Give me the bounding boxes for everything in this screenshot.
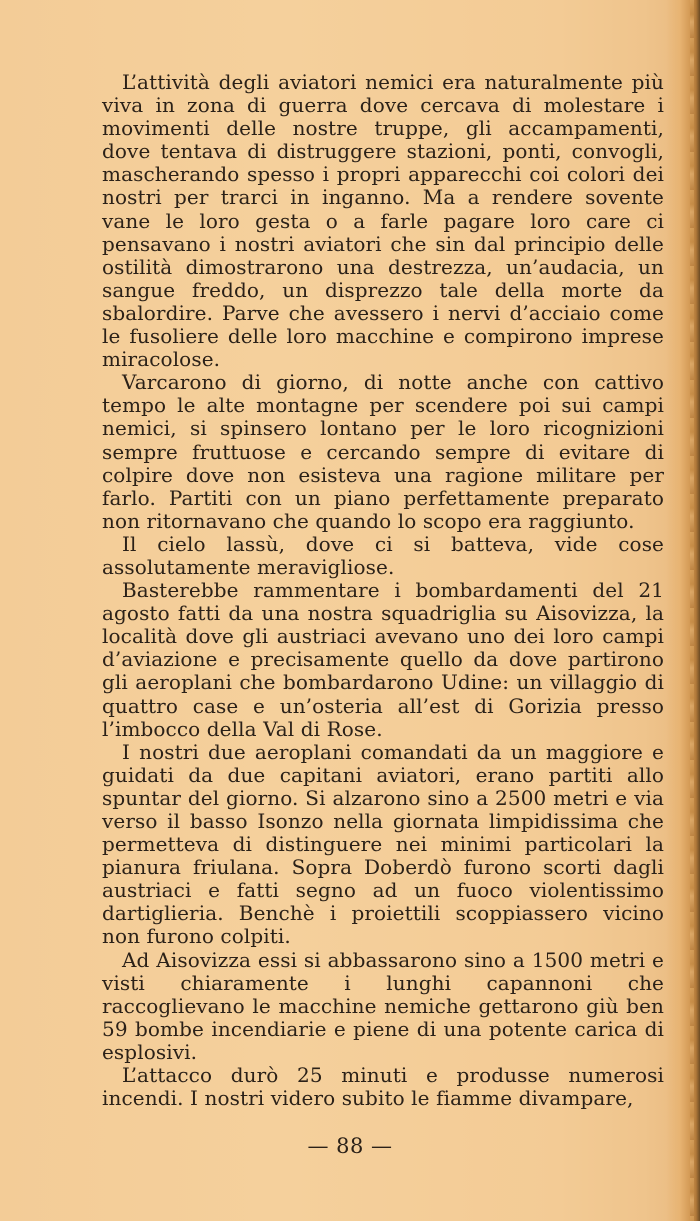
page-number: — 88 — [307, 1134, 393, 1158]
paragraph-1: L’attività degli aviatori nemici era naturalmente più viva in zona di guerra dove cercava di molestare i movimenti delle nostre truppe, gli accampamenti, dove tentava di distruggere stazioni, ponti, convogli, mascherando spesso i propri apparecchi coi colori dei nostri per trarci in inganno. Ma a rendere sovente vane le loro gesta o a farle pagare loro care ci pensavano i nostri aviatori che sin dal principio delle ostilità dimostrarono una destrezza, un’audacia, un sangue freddo, un disprezzo tale della morte da sbalordire. Parve che avessero i nervi d’acciaio come le fusoliere delle loro macchine e compirono imprese miracolose. [102, 70, 664, 372]
paragraph-7: L’attacco durò 25 minuti e produsse numerosi incendi. I nostri videro subito le fiamme divampare, [102, 1063, 664, 1111]
paragraph-3: Il cielo lassù, dove ci si batteva, vide cose assolutamente meravigliose. [102, 531, 664, 579]
paragraph-5: I nostri due aeroplani comandati da un maggiore e guidati da due capitani aviatori, erano partiti allo spuntar del giorno. Si alzarono sino a 2500 metri e via verso il basso Isonzo nella giornata limpidissima che permetteva di distinguere nei minimi particolari la pianura friulana. Sopra Doberdò furono scorti dagli austriaci e fatti segno ad un fuoco violentissimo dartiglieria. Benchè i proiettili scoppiassero vicino non furono colpiti. [102, 739, 664, 949]
page-edge-shadow [666, 0, 700, 1221]
paragraph-2: Varcarono di giorno, di notte anche con cattivo tempo le alte montagne per scendere poi sui campi nemici, si spinsero lontano per le loro ricognizioni sempre fruttuose e cercando sempre di evitare di colpire dove non esisteva una ragione militare per farlo. Partiti con un piano perfettamente preparato non ritornavano che quando lo scopo era raggiunto. [102, 370, 664, 533]
body-text [102, 71, 664, 1110]
paragraph-6: Ad Aisovizza essi si abbassarono sino a 1500 metri e visti chiaramente i lunghi capannoni che raccoglievano le macchine nemiche gettarono giù ben 59 bombe incendiarie e piene di una potente carica di esplosivi. [102, 947, 664, 1064]
paragraph-4: Basterebbe rammentare i bombardamenti del 21 agosto fatti da una nostra squadriglia su Aisovizza, la località dove gli austriaci avevano uno dei loro campi d’aviazione e precisamente quello da dove partirono gli aeroplani che bombardarono Udine: un villaggio di quattro case e un’osteria all’est di Gorizia presso l’imbocco della Val di Rose. [102, 578, 664, 741]
